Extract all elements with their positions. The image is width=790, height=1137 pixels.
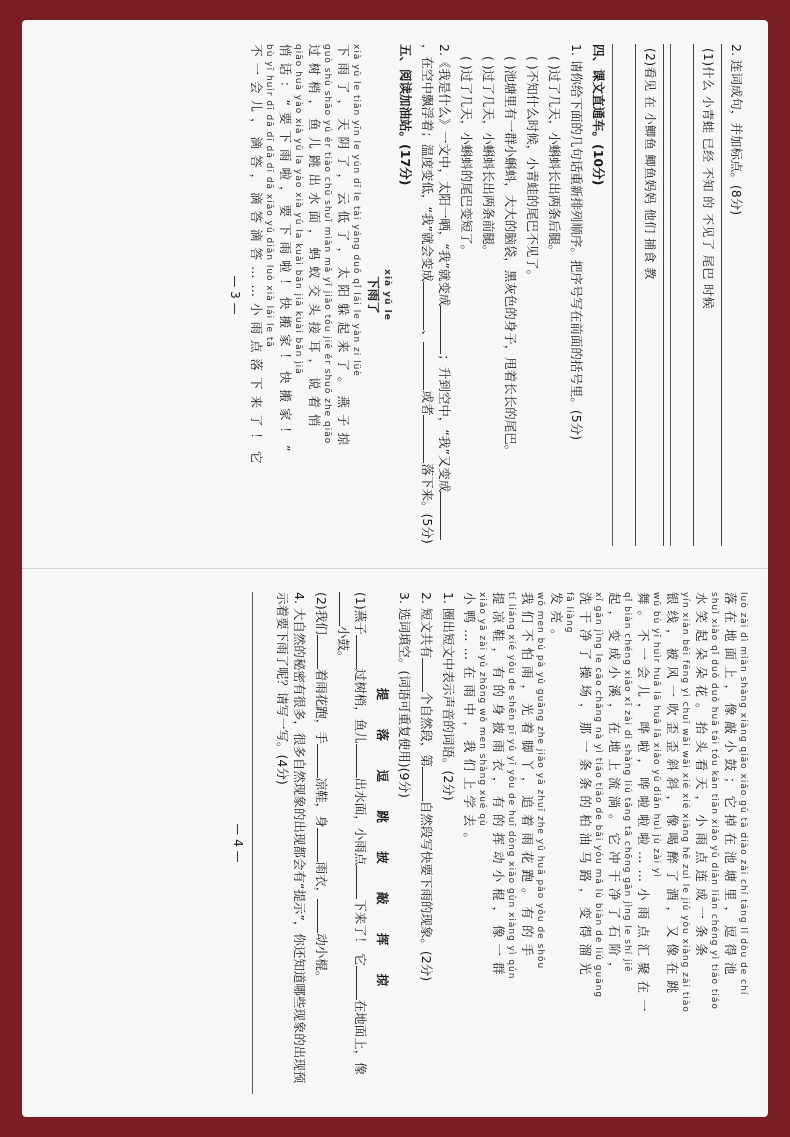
q2-item2-words: (2)看见 在 小鲫鱼 鲫鱼妈妈 他们 捕食 教 xyxy=(635,44,664,546)
blank[interactable] xyxy=(317,635,330,669)
q2-text-c: 自然段写快要下雨的现象。(2分) xyxy=(419,800,434,982)
worksheet-sheet xyxy=(22,20,768,1117)
fill-text: (2)我们 xyxy=(314,592,329,635)
fill-text: 出水面，小雨点 xyxy=(353,777,368,866)
q2-text-c: ，在空中飘浮着；温度变低，“我”就会变成 xyxy=(420,44,435,282)
q2-text-b: 个自然段，第 xyxy=(419,691,434,767)
blank[interactable] xyxy=(317,899,330,933)
fill-text: 小鼓。 xyxy=(336,626,351,664)
blank[interactable] xyxy=(317,828,330,862)
fill-text: 过树梢，鱼儿 xyxy=(353,668,368,744)
page-number-4: — 4 — xyxy=(231,823,245,863)
page-divider xyxy=(22,568,768,569)
hanzi-row: 不一会儿，滴答，滴答滴答……小雨点落下来了！它 xyxy=(249,44,264,470)
story-line xyxy=(336,44,361,546)
hanzi-row: 落在地面上，像敲小鼓；它掉在池塘里，逗得池 xyxy=(723,592,738,981)
pinyin-row: qiāo huà yào xià yǔ la yào xià yǔ la kuài bān jiā kuài bān jiā xyxy=(293,44,303,375)
fill-item-2 xyxy=(313,592,330,1094)
story-line xyxy=(607,592,632,1094)
pinyin-row: fā liàng xyxy=(564,592,574,634)
pinyin-row: qǐ biàn chéng xiǎo xī zài dì shàng liú tǎng tā chōng gān jìng le shí jiē xyxy=(622,592,632,973)
story-line xyxy=(491,592,516,1094)
story-title-pinyin: xià yǔ le xyxy=(382,269,392,321)
fill-text: 着雨花跑，手 xyxy=(314,668,329,744)
pinyin-row: wǔ bù yī huìr huā lā huā lā xiǎo yǔ diǎn huì jù zài yì xyxy=(651,592,661,878)
story-line xyxy=(249,44,274,546)
pinyin-row: luò zài dì miàn shàng xiàng qiāo xiǎo gǔ tā diào zài chí táng lǐ dòu de chí xyxy=(738,592,748,996)
story-line xyxy=(549,592,574,1094)
q2-text-b: ；升到空中，“我”又变成 xyxy=(437,354,452,493)
page-4-area xyxy=(34,576,756,1110)
word-bank: 提 落 逗 跳 披 敲 挥 掠 xyxy=(375,687,390,999)
story-line xyxy=(278,44,303,546)
fill-text: 它 xyxy=(353,953,368,966)
story-title xyxy=(365,44,392,546)
story-line xyxy=(462,592,487,1094)
hanzi-row: 发亮。 xyxy=(549,592,564,648)
page4-q2 xyxy=(418,592,435,1094)
page4-q1: 1. 圈出短文中表示声音的词语。(2分) xyxy=(441,592,456,801)
hanzi-row: 过树梢，鱼儿跳出水面，蚂蚁交头接耳，说着悄 xyxy=(307,44,322,433)
order-item-4[interactable]: ( )过了几天，小蝌蚪长出两条前腿。 xyxy=(481,56,496,258)
blank[interactable] xyxy=(440,492,453,540)
section4-heading: 四、课文直通车。(10分) xyxy=(591,44,606,186)
q2-text-a: 2. 短文共有 xyxy=(419,592,434,658)
story-line xyxy=(694,592,719,1094)
order-item-2[interactable]: ( )不知什么时候，小青蛙的尾巴不见了。 xyxy=(525,56,540,283)
pinyin-row: yín xiàn bèi fēng yì chuī wāi wāi xié xié xiàng hē zuì le jiǔ yòu xiàng zài tiào xyxy=(680,592,690,1013)
pinyin-row: xǐ gān jìng le cāo chǎng nà yì tiáo tiáo de bǎi yóu mǎ lù biàn de liú guāng xyxy=(593,592,603,999)
story-title-text: 下雨了 xyxy=(366,276,381,314)
blank[interactable] xyxy=(339,592,352,626)
answer-line[interactable] xyxy=(612,44,629,546)
story-line xyxy=(307,44,332,546)
fill-text: 凉鞋，身 xyxy=(314,777,329,828)
fill-text: 动小棍。 xyxy=(314,933,329,984)
answer-line[interactable] xyxy=(670,44,687,546)
story-line xyxy=(665,592,690,1094)
page-number-3: — 3 — xyxy=(228,275,242,315)
order-item-3[interactable]: ( )池塘里有一群小蝌蚪，大大的脑袋，黑灰色的身子，甩着长长的尾巴。 xyxy=(503,56,518,458)
pinyin-row: shuǐ xiào qǐ duǒ duǒ huā tái tóu kàn tiān xiǎo yǔ diǎn lián chéng yì tiáo tiáo xyxy=(709,592,719,1010)
blank[interactable] xyxy=(356,744,369,778)
answer-line[interactable] xyxy=(252,592,269,1094)
hanzi-row: 洗干净了操场，那一条条的柏油马路，变得溜光 xyxy=(578,592,593,981)
q2-text-e: 或者 xyxy=(420,390,435,416)
hanzi-row: 水笑起朵朵花。抬头看天，小雨点连成一条条 xyxy=(694,592,709,963)
hanzi-row: 银线，被风一吹歪歪斜斜，像喝醉了酒，又像在跳 xyxy=(665,592,680,1000)
order-item-5[interactable]: ( )过了几天，小蝌蚪的尾巴变短了。 xyxy=(459,56,474,258)
fill-text: 在地面上，像 xyxy=(353,999,368,1075)
q2-item1-words: (1)什么 小青蛙 已经 不知 的 不见了 尾巴 时候 xyxy=(693,44,722,546)
blank[interactable] xyxy=(423,342,436,390)
q2-text-a: 2.《我是什么》一文中，太阳一晒，“我”就变成 xyxy=(437,44,452,307)
pinyin-row: bù yī huìr dī dā dī dā dī dā xiǎo yǔ diǎn luò xià lái le tā xyxy=(264,44,274,348)
blank[interactable] xyxy=(317,744,330,778)
blank[interactable] xyxy=(422,658,435,692)
page4-q4: 4. 大自然的秘密有很多，很多自然现象的出现都会有“提示”，你还知道哪些现象的出现预示着要下雨了呢？请写一写。(4分) xyxy=(275,592,307,1084)
page-3-area xyxy=(34,28,756,562)
fill-text: 雨衣， xyxy=(314,861,329,900)
blank[interactable] xyxy=(356,865,369,899)
hanzi-row: 提凉鞋，有的身披雨衣，有的挥动小棍，像一群 xyxy=(491,592,506,981)
order-item-1[interactable]: ( )过了几天，小蝌蚪长出两条后腿。 xyxy=(547,56,562,258)
pinyin-row: xiǎo yā zài yǔ zhōng wǒ men shàng xué qù xyxy=(477,592,487,827)
pinyin-row: tí liáng xié yǒu de shēn pī yǔ yī yǒu de huī dòng xiǎo gùn xiàng yì qún xyxy=(506,592,516,980)
section4-q2 xyxy=(419,44,453,546)
story-line xyxy=(723,592,748,1094)
section4-q1: 1. 请你给下面的几句话重新排列顺序。把序号写在前面的括号里。(5分) xyxy=(569,44,584,441)
hanzi-row: 我们不怕雨，光着脚丫，追着雨花跑。有的手 xyxy=(520,592,535,963)
q2-text-d: 、 xyxy=(420,329,435,343)
pinyin-row: wǒ men bú pà yǔ guāng zhe jiǎo yā zhuī zhe yǔ huā pǎo yǒu de shǒu xyxy=(535,592,545,970)
pinyin-row: xià yǔ le tiān yīn le yún dī le tài yáng duǒ qǐ lái le yàn zi lüè xyxy=(351,44,361,377)
fill-text: 下来了！ xyxy=(353,899,368,950)
blank[interactable] xyxy=(423,282,436,330)
hanzi-row: 悄话：“要下雨啦，要下雨啦！快搬家！快搬家！” xyxy=(278,44,293,458)
story-line xyxy=(520,592,545,1094)
q2-text-f: 落下来。(5分) xyxy=(420,463,435,544)
story-line xyxy=(636,592,661,1094)
hanzi-row: 舞。不一会儿，哗啦，哗啦啦啦……小雨点汇聚在一 xyxy=(636,592,651,1018)
page4-q3: 3. 选词填空。(词语可重复使用)(9分) xyxy=(397,592,412,798)
pinyin-row: guò shù shāo yú ér tiào chū shuǐ miàn mǎ yǐ jiāo tóu jiē ěr shuō zhe qiāo xyxy=(322,44,332,445)
story-line xyxy=(578,592,603,1094)
blank[interactable] xyxy=(356,966,369,1000)
blank[interactable] xyxy=(356,635,369,669)
hanzi-row: 下雨了，天阴了，云低了，太阳躲起来了。燕子掠 xyxy=(336,44,351,452)
q2-heading: 2. 连词成句，并加标点。(8分) xyxy=(729,44,744,216)
fill-item-1 xyxy=(335,592,369,1094)
blank[interactable] xyxy=(422,767,435,801)
hanzi-row: 起，变成小溪，在地上流淌。它冲干净了石阶， xyxy=(607,592,622,981)
hanzi-row: 小鸭……在雨中，我们上学去。 xyxy=(462,592,477,852)
blank[interactable] xyxy=(440,306,453,354)
blank[interactable] xyxy=(423,415,436,463)
fill-text: (1)燕子 xyxy=(353,592,368,635)
section5-heading: 五、阅读加油站。(17分) xyxy=(398,44,413,186)
